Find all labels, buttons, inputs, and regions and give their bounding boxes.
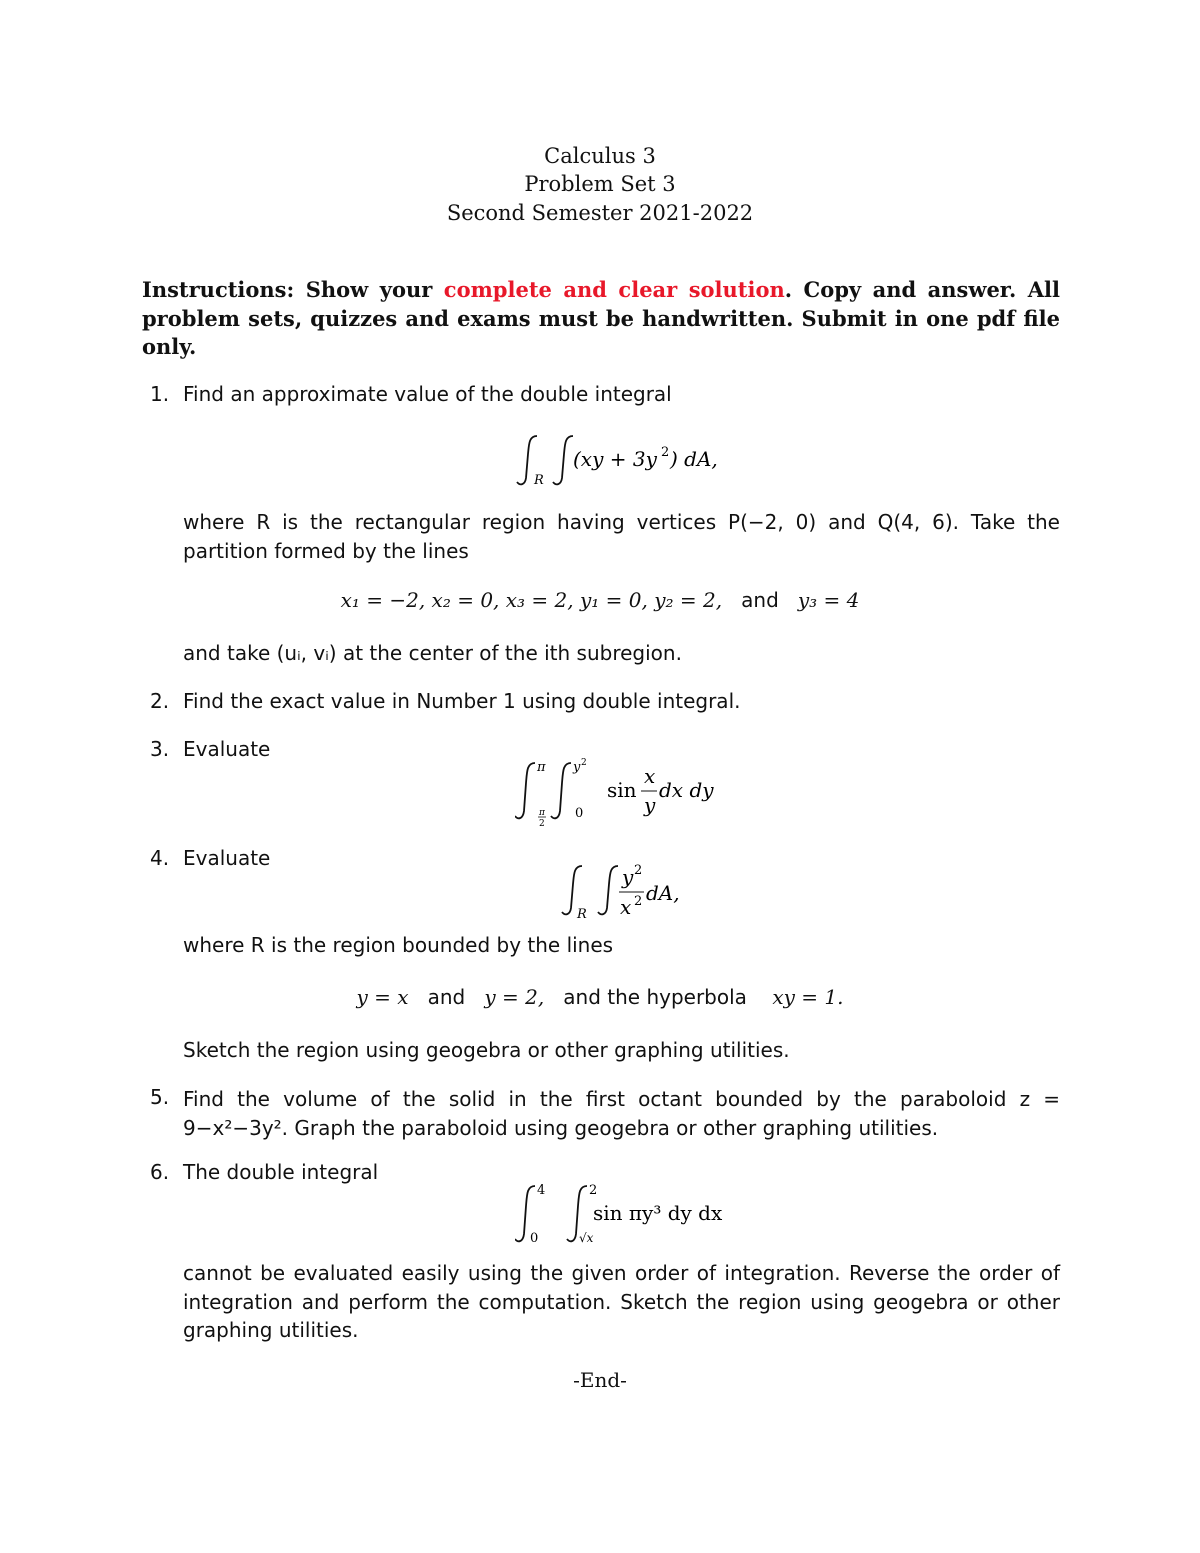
partition-last-equation: y₃ = 4 [797, 588, 860, 612]
outer-upper-limit: π [537, 760, 546, 775]
problem-3-text: Evaluate [183, 737, 271, 761]
boundary-equations [0, 985, 1200, 1009]
region-label: R [534, 473, 544, 488]
inner-lower-limit: √x [579, 1231, 594, 1245]
problem-6-text: The double integral [183, 1160, 379, 1184]
partition-and: and [741, 588, 779, 612]
partition-equations: x₁ = −2, x₂ = 0, x₃ = 2, y₁ = 0, y₂ = 2, [340, 588, 723, 612]
outer-lower-denominator: 2 [539, 819, 545, 829]
integrand: sin πy³ dy dx [593, 1201, 723, 1225]
inner-upper-limit: 2 [589, 1183, 598, 1198]
integral-sign-outer [515, 763, 535, 818]
boundary-and: and [427, 985, 466, 1009]
problem-6-number: 6. [150, 1160, 170, 1184]
differential: dA, [646, 881, 680, 905]
problem-5-text: Find the volume of the solid in the first octant bounded by the paraboloid z = 9−x²−3y². Graph the paraboloid using geogebra or other graphing utilities. [183, 1087, 1060, 1140]
end-marker: -End- [573, 1368, 627, 1392]
semester-title: Second Semester 2021-2022 [446, 201, 754, 225]
problem-4-region-text: where R is the region bounded by the lines [183, 933, 614, 957]
problem-6-integral [515, 1178, 745, 1248]
instructions-lead: Instructions: Show your [142, 277, 433, 302]
inner-upper-exponent: 2 [581, 758, 587, 768]
problem-1-center: and take (uᵢ, vᵢ) at the center of the ith subregion. [183, 641, 682, 665]
problem-1-intro: Find an approximate value of the double integral [183, 382, 672, 406]
hyperbola-text: and the hyperbola [563, 985, 747, 1009]
instructions-rest: . Copy and answer. All problem sets, quizzes and exams must be handwritten. Submit in one pdf file only. [142, 277, 1060, 359]
partition-lines [0, 588, 1200, 612]
denominator-exponent: 2 [634, 894, 643, 909]
instructions-highlight: complete and clear solution [443, 277, 785, 302]
outer-upper-limit: 4 [537, 1183, 546, 1198]
hyperbola-equation: xy = 1. [772, 985, 844, 1009]
fraction-numerator: y [622, 865, 634, 889]
outer-lower-limit: 0 [530, 1231, 539, 1246]
region-label: R [577, 907, 587, 922]
problem-2-number: 2. [150, 689, 170, 713]
integrand: (xy + 3y [573, 447, 657, 471]
problem-1-number: 1. [150, 382, 170, 406]
problem-3-number: 3. [150, 737, 170, 761]
problem-4-sketch: Sketch the region using geogebra or other graphing utilities. [183, 1038, 790, 1062]
problem-2-text: Find the exact value in Number 1 using double integral. [183, 689, 741, 713]
integral-sign-inner [551, 763, 571, 818]
differentials: dx dy [659, 778, 714, 802]
problem-4-number: 4. [150, 846, 170, 870]
outer-lower-numerator: π [539, 808, 545, 818]
integrand-exponent: 2 [661, 445, 670, 460]
integral-sign-2 [553, 436, 573, 484]
fraction-numerator: x [644, 764, 656, 788]
line-y-equals-2: y = 2, [484, 985, 545, 1009]
integral-sign-2 [598, 866, 618, 914]
problem-1-text: where R is the rectangular region having vertices P(−2, 0) and Q(4, 6). Take the partition formed by the lines [183, 510, 1060, 563]
inner-upper-limit: y [573, 760, 581, 775]
problem-6-text-2: cannot be evaluated easily using the given order of integration. Reverse the order of integration and perform the computation. Sketch the region using geogebra or other graphing utilities. [183, 1261, 1060, 1342]
problem-5-number: 5. [150, 1085, 170, 1109]
inner-lower-limit: 0 [575, 806, 584, 821]
fraction-denominator: x [620, 895, 632, 919]
integrand-end: ) dA, [670, 447, 718, 471]
problem-1-integral [515, 430, 775, 490]
fraction-denominator: y [644, 793, 656, 817]
problem-4-integral [560, 860, 710, 925]
course-title: Calculus 3 [544, 144, 656, 168]
sin-function: sin [607, 778, 637, 802]
numerator-exponent: 2 [634, 863, 643, 878]
problem-4-text: Evaluate [183, 846, 271, 870]
problem-3-integral [515, 755, 735, 830]
problem-set-title: Problem Set 3 [524, 172, 676, 196]
instructions [142, 276, 1060, 362]
line-y-equals-x: y = x [356, 985, 409, 1009]
